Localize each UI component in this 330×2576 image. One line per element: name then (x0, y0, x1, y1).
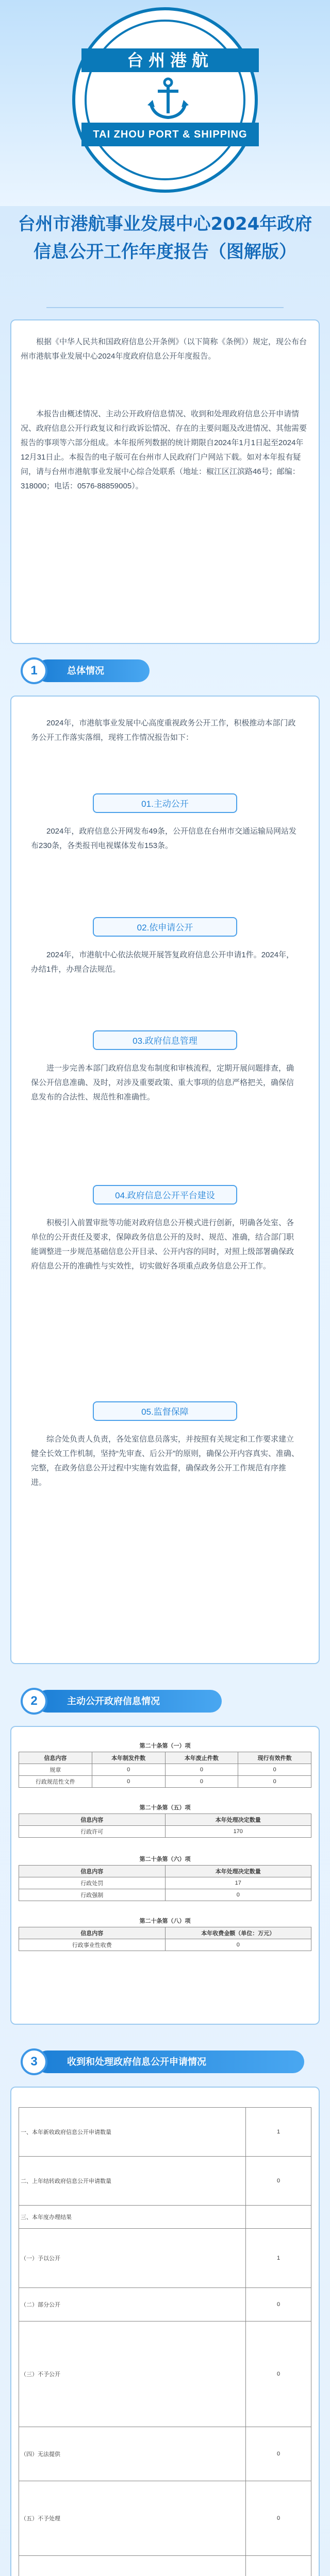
table-cell: 0 (165, 1764, 238, 1776)
table-title: 第二十条第（六）项 (139, 1856, 191, 1862)
logo-top-text: 台州港航 (81, 48, 259, 72)
table-cell: 行政处罚 (19, 1877, 166, 1889)
subsection-text: 2024年，市港航中心依法依规开展答复政府信息公开申请1件。2024年，办结1件，办理合法规范。 (31, 951, 294, 974)
table-cell: 0 (246, 2321, 311, 2427)
table-row (19, 1764, 311, 1776)
table-header-cell: 信息内容 (19, 1927, 166, 1939)
table-row (19, 2427, 311, 2481)
table-row (19, 2288, 311, 2321)
section-2-number: 2 (21, 1688, 47, 1715)
table-row (19, 2206, 311, 2229)
active-disclosure-table-1 (19, 1752, 311, 1788)
table-cell: 0 (92, 1764, 165, 1776)
table-cell: 1 (246, 2108, 311, 2157)
table-cell: 一、本年新收政府信息公开申请数量 (19, 2108, 246, 2157)
table-cell: 0 (165, 1939, 311, 1951)
section-3-title: 收到和处理政府信息公开申请情况 (36, 2050, 304, 2073)
table-header-cell: 本年收费金额（单位：万元） (165, 1927, 311, 1939)
table-header-cell: 信息内容 (19, 1866, 166, 1877)
table-cell (246, 2556, 311, 2576)
subsection-text: 进一步完善本部门政府信息发布制度和审核流程，定期开展问题排查，确保公开信息准确、及时，对涉及重要政策、重大事项的信息严格把关，确保信息发布的合法性、规范性和准确性。 (31, 1064, 294, 1101)
table-header-cell: 信息内容 (19, 1814, 166, 1826)
title-divider (46, 307, 284, 308)
table-row (19, 2321, 311, 2427)
table-row (19, 2157, 311, 2206)
table-title: 第二十条第（五）项 (139, 1805, 191, 1811)
table-cell: （五）不予处理 (19, 2481, 246, 2556)
table-cell: （二）部分公开 (19, 2288, 246, 2321)
table-row (19, 1877, 311, 1889)
subsection-label: 02.依申请公开 (93, 917, 237, 937)
table-cell: 规章 (19, 1764, 92, 1776)
subsection-label: 03.政府信息管理 (93, 1030, 237, 1050)
table-row (19, 1866, 311, 1877)
table-cell: 二、上年结转政府信息公开申请数量 (19, 2157, 246, 2206)
logo-bottom-text: TAI ZHOU PORT & SHIPPING (81, 123, 259, 146)
table-row (19, 2481, 311, 2556)
table-row (19, 1826, 311, 1838)
table-row (19, 1752, 311, 1764)
table-row (19, 1889, 311, 1901)
table-cell: 0 (238, 1764, 311, 1776)
table-cell: 行政许可 (19, 1826, 166, 1838)
table-cell: 0 (238, 1776, 311, 1788)
subsection-text: 积极引入前置审批等功能对政府信息公开模式进行创新，明确各处室、各单位的公开责任及要求，保障政务信息公开的及时、规范、准确，结合部门职能调整进一步规范基础信息公开目录、公开内容的同时，对照上级部署确保政府信息公开的准确性与实效性，切实做好各项重点政务信息公开工作。 (31, 1218, 294, 1270)
logo (72, 7, 258, 193)
table-cell: 0 (246, 2157, 311, 2206)
table-cell: （四）无法提供 (19, 2427, 246, 2481)
table-header-cell: 本年处理决定数量 (165, 1814, 311, 1826)
table-title: 第二十条第（八）项 (139, 1918, 191, 1924)
table-header-cell: 本年制发件数 (92, 1752, 165, 1764)
active-disclosure-table-4 (19, 1927, 311, 1951)
table-row (19, 2229, 311, 2288)
section-1-title: 总体情况 (36, 659, 150, 682)
table-row (19, 2556, 311, 2576)
table-cell: 170 (165, 1826, 311, 1838)
table-row (19, 2108, 311, 2157)
active-disclosure-table-2 (19, 1814, 311, 1838)
table-cell: （一）予以公开 (19, 2229, 246, 2288)
table-cell: 行政事业性收费 (19, 1939, 166, 1951)
page-title: 台州市港航事业发展中心2024年政府信息公开工作年度报告（图解版） (18, 214, 312, 262)
table-header-cell: 本年处理决定数量 (165, 1866, 311, 1877)
table-cell: 0 (246, 2427, 311, 2481)
section-1-number: 1 (21, 657, 47, 684)
table-row (19, 1939, 311, 1951)
overview-text: 2024年，市港航事业发展中心高度重视政务公开工作，积极推动本部门政务公开工作落实落细，现将工作情况报告如下： (31, 719, 296, 742)
intro-paragraph-2: 本报告由概述情况、主动公开政府信息情况、收到和处理政府信息公开申请情况、政府信息公开行政复议和行政诉讼情况、存在的主要问题及改进情况、其他需要报告的事项等六部分组成。本年报所列数据的统计期限自2024年1月1日起至2024年12月31日止。本报告的电子版可在台州市人民政府门户网站下载。如对本年报有疑问，请与台州市港航事业发展中心综合处联系（地址：椒江区江滨路46号；邮编：318000；电话：0576-88859005）。 (21, 410, 307, 490)
active-disclosure-table-3 (19, 1865, 311, 1901)
table-header-cell: 信息内容 (19, 1752, 92, 1764)
table-cell (246, 2206, 311, 2229)
intro-paragraph: 根据《中华人民共和国政府信息公开条例》（以下简称《条例》）规定，现公布台州市港航事业发展中心2024年度政府信息公开年度报告。 (21, 337, 307, 361)
table-row (19, 1814, 311, 1826)
table-cell: 0 (165, 1776, 238, 1788)
table-cell: 行政强制 (19, 1889, 166, 1901)
table-cell: （三）不予公开 (19, 2321, 246, 2427)
table-row (19, 1927, 311, 1939)
table-cell: 17 (165, 1877, 311, 1889)
anchor-icon (147, 77, 189, 120)
table-cell: 0 (246, 2288, 311, 2321)
table-title: 第二十条第（一）项 (139, 1743, 191, 1749)
applications-table (19, 2107, 311, 2576)
table-header-cell: 本年废止件数 (165, 1752, 238, 1764)
section-2-title: 主动公开政府信息情况 (36, 1690, 222, 1713)
table-header-cell: 现行有效件数 (238, 1752, 311, 1764)
logo-area (0, 0, 330, 206)
subsection-label: 04.政府信息公开平台建设 (93, 1185, 237, 1205)
subsection-label: 05.监督保障 (93, 1401, 237, 1421)
subsection-label: 01.主动公开 (93, 793, 237, 813)
table-row (19, 1776, 311, 1788)
table-cell: 0 (246, 2481, 311, 2556)
table-cell (19, 2556, 246, 2576)
table-cell: 行政规范性文件 (19, 1776, 92, 1788)
subsection-text: 综合处负责人负责，各处室信息员落实，并按照有关规定和工作要求建立健全长效工作机制，坚持“先审查、后公开”的原则，确保公开内容真实、准确、完整，在政务信息公开过程中实施有效监督，确保政务公开工作规范有序推进。 (31, 1435, 299, 1487)
table-cell: 0 (92, 1776, 165, 1788)
table-cell: 1 (246, 2229, 311, 2288)
table-cell: 三、本年度办理结果 (19, 2206, 246, 2229)
section-3-number: 3 (21, 2048, 47, 2075)
subsection-text: 2024年，政府信息公开网发布49条，公开信息在台州市交通运输局网站发布230条，各类报刊电视媒体发布153条。 (31, 827, 297, 850)
table-cell: 0 (165, 1889, 311, 1901)
